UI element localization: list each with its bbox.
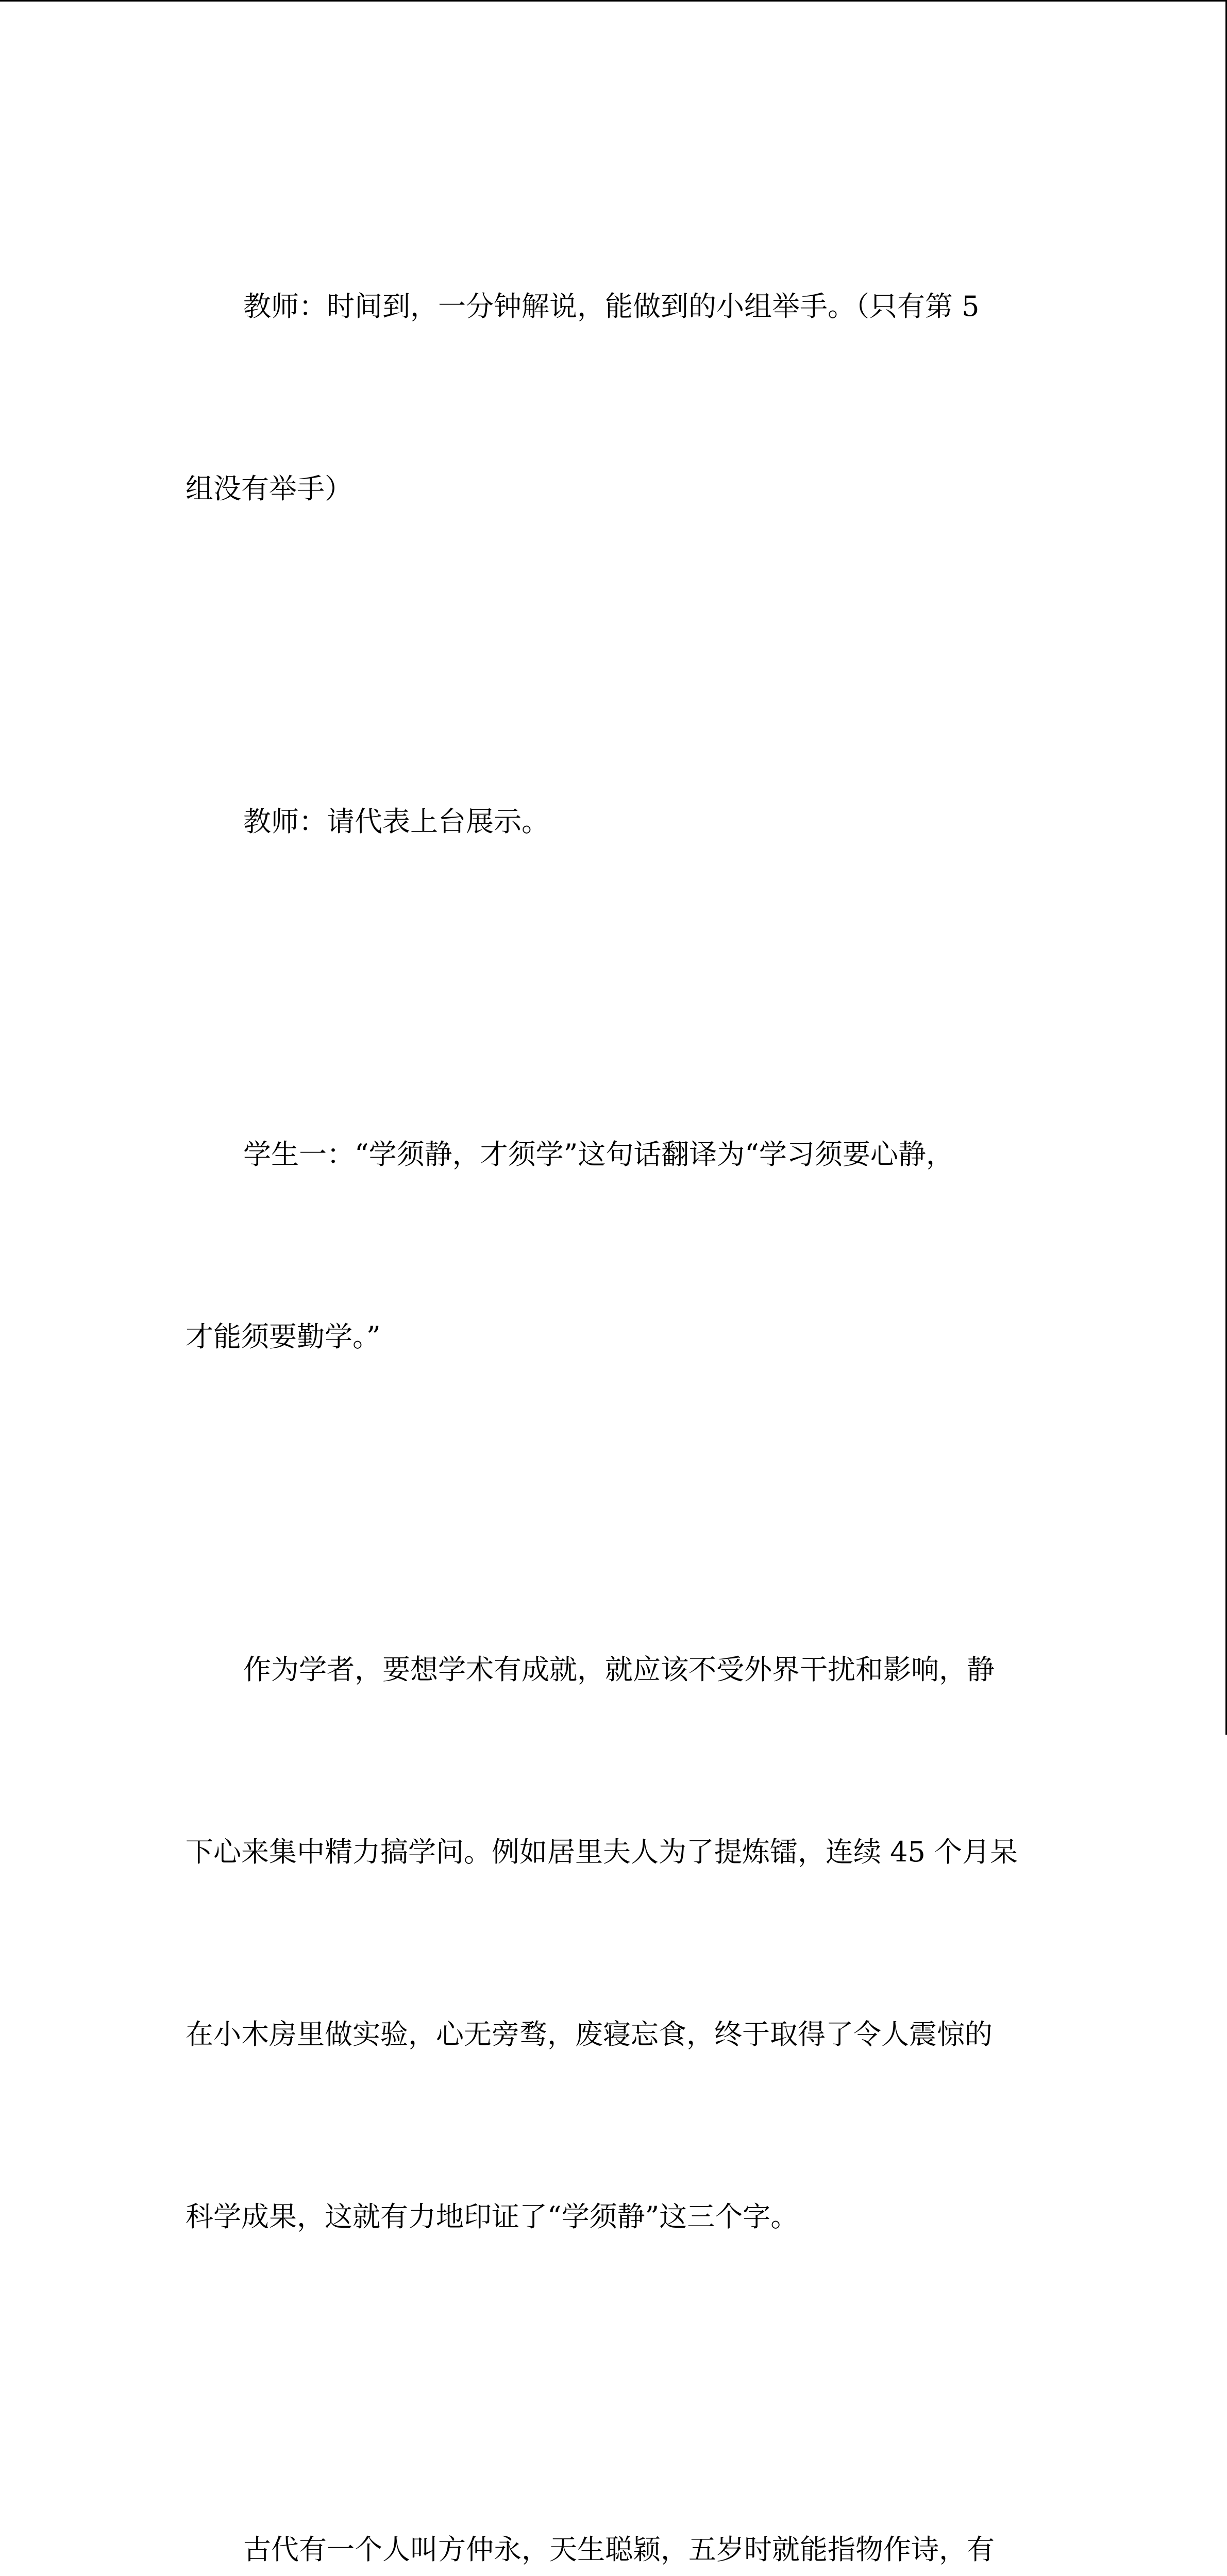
text-line: 下心来集中精力搞学问。例如居里夫人为了提炼镭，连续 45 个月呆: [186, 1836, 1018, 1868]
paragraph-student-one: [186, 1003, 1041, 1489]
paragraph-teacher-invite: [186, 670, 1041, 974]
text-line: 组没有举手）: [186, 472, 352, 505]
text-line: 学生一：“学须静，才须学”这句话翻译为“学习须要心静，: [243, 1138, 954, 1171]
document-body: [186, 155, 1041, 2576]
text-line: 在小木房里做实验，心无旁骛，废寝忘食，终于取得了令人震惊的: [186, 2018, 993, 2050]
paragraph-fang-zhongyong: [186, 2398, 1041, 2576]
text-line: 作为学者，要想学术有成就，就应该不受外界干扰和影响，静: [243, 1653, 995, 1686]
text-line: 才能须要勤学。”: [186, 1320, 381, 1353]
text-line: 教师：请代表上台展示。: [243, 805, 549, 838]
text-line: 科学成果，这就有力地印证了“学须静”这三个字。: [186, 2200, 799, 2233]
paragraph-scholar-example: [186, 1518, 1041, 2369]
text-line: 古代有一个人叫方仲永，天生聪颖，五岁时就能指物作诗，有: [243, 2533, 995, 2566]
paragraph-teacher-time-up: [186, 155, 1041, 641]
text-line: 教师：时间到，一分钟解说，能做到的小组举手。（只有第 5: [243, 290, 980, 323]
page-top-border: [0, 0, 1227, 2]
